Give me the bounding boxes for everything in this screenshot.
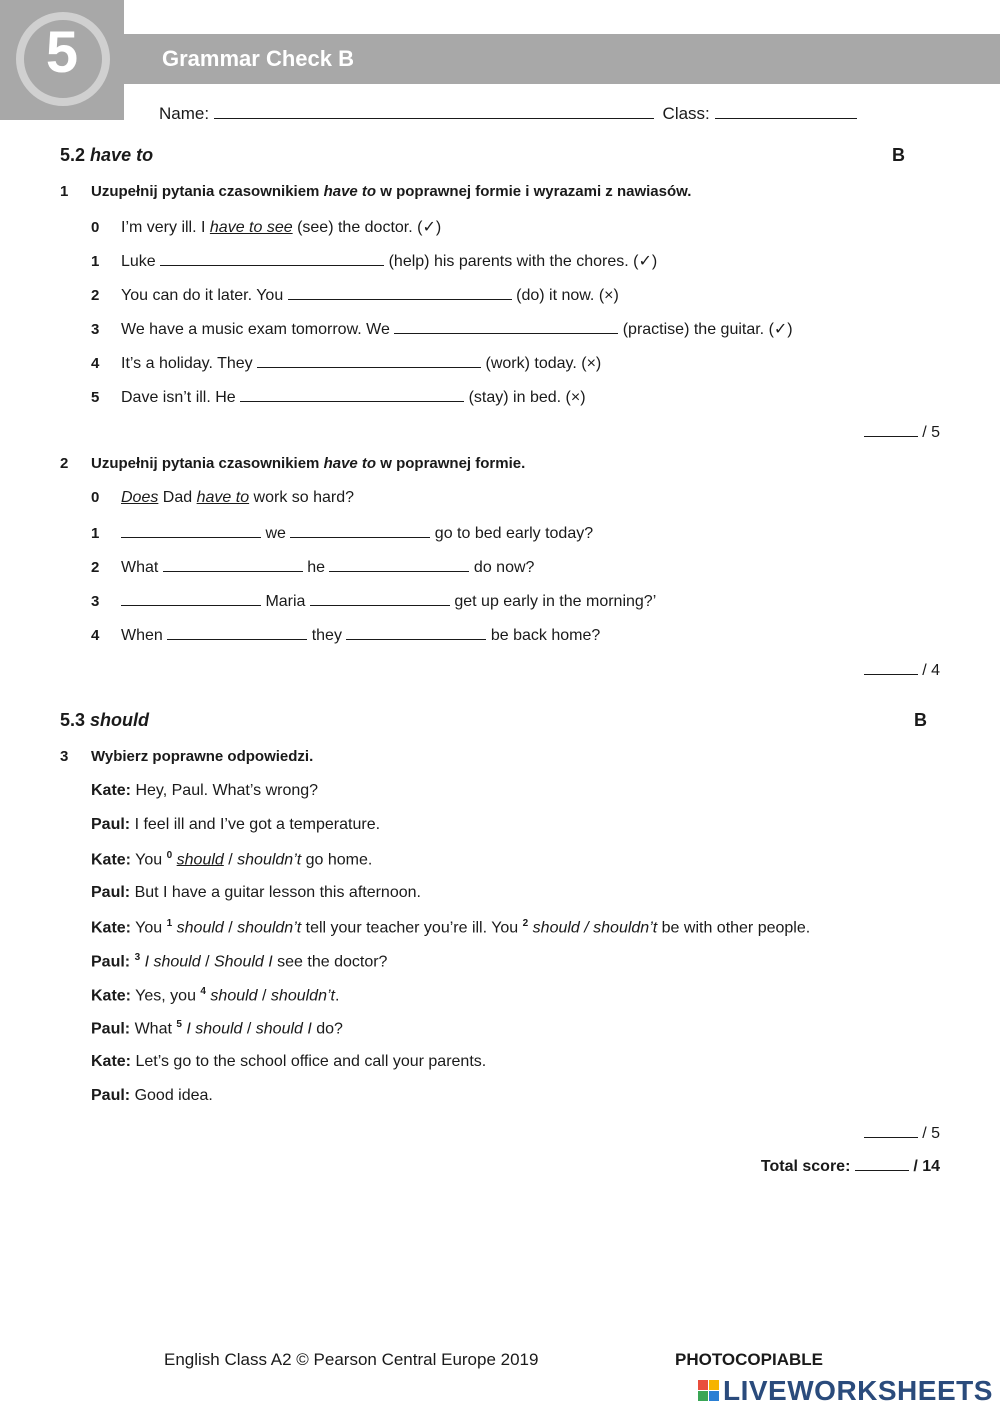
answer-blank[interactable] — [240, 387, 464, 402]
answer-blank[interactable] — [310, 591, 450, 606]
list-item: 2 You can do it later. You (do) it now. (×) — [91, 287, 619, 304]
score-blank[interactable] — [864, 1123, 918, 1138]
dialogue-line: Kate: You $^1$ should / shouldn’t tell your teacher you’re ill. You $^2$ should / shouldn’t be with other people. — [91, 918, 811, 937]
choice-option[interactable]: Should I — [213, 953, 273, 971]
liveworksheets-logo: LIVEWORKSHEETS — [698, 1375, 993, 1407]
score-blank[interactable] — [864, 422, 918, 437]
name-label: Name: — [159, 104, 210, 123]
list-item: 4 It’s a holiday. They (work) today. (×) — [91, 355, 602, 372]
answer-blank[interactable] — [290, 523, 430, 538]
dialogue-line: Paul: I feel ill and I’ve got a temperature. — [91, 816, 381, 833]
title-bar — [124, 34, 1000, 84]
answer-blank[interactable] — [394, 319, 618, 334]
unit-number: 5 — [45, 20, 79, 85]
exercise1-score: / 5 — [864, 422, 940, 442]
section-heading-should: 5.3 should — [60, 710, 150, 730]
total-score-blank[interactable] — [855, 1156, 909, 1171]
answer-blank[interactable] — [121, 523, 261, 538]
answer-blank[interactable] — [257, 353, 481, 368]
exercise2-score: / 4 — [864, 660, 940, 680]
choice-option[interactable]: shouldn’t — [270, 987, 335, 1005]
choice-option[interactable]: I should — [186, 1020, 243, 1038]
score-blank[interactable] — [864, 660, 918, 675]
answer-blank[interactable] — [329, 557, 469, 572]
dialogue-line: Kate: Hey, Paul. What’s wrong? — [91, 782, 319, 799]
list-item: 0 I’m very ill. I have to see (see) the doctor. (✓) — [91, 219, 442, 236]
exercise1-instruction: 1 Uzupełnij pytania czasownikiem have to w poprawnej formie i wyrazami z nawiasów. — [60, 183, 692, 200]
copyright-text: English Class A2 © Pearson Central Europe 2019 — [164, 1350, 539, 1369]
class-label: Class: — [662, 104, 710, 123]
dialogue-line: Paul: But I have a guitar lesson this afternoon. — [91, 884, 421, 901]
choice-option[interactable]: should — [176, 851, 224, 869]
example-answer: have to — [196, 489, 250, 506]
name-field[interactable] — [214, 102, 654, 119]
dialogue-line: Paul: What $^5$ I should / should I do? — [91, 1019, 343, 1038]
dialogue-line: Kate: Let’s go to the school office and call your parents. — [91, 1053, 487, 1070]
dialogue-line: Kate: You $^0$ should / shouldn’t go home. — [91, 850, 373, 869]
page-title: Grammar Check B — [162, 46, 354, 71]
list-item: 5 Dave isn’t ill. He (stay) in bed. (×) — [91, 389, 586, 406]
answer-blank[interactable] — [121, 591, 261, 606]
list-item: 3 We have a music exam tomorrow. We (practise) the guitar. (✓) — [91, 321, 793, 338]
version-badge: B — [914, 710, 927, 730]
choice-option[interactable]: should I — [255, 1020, 312, 1038]
choice-option[interactable]: shouldn’t — [237, 919, 302, 937]
logo-badge-icon — [698, 1380, 720, 1402]
section-heading-have-to: 5.2 have to — [60, 145, 154, 165]
photocopiable-label: PHOTOCOPIABLE — [675, 1350, 823, 1369]
example-answer: Does — [121, 489, 159, 506]
class-field[interactable] — [715, 102, 857, 119]
exercise3-score: / 5 — [864, 1123, 940, 1143]
list-item: 1 Luke (help) his parents with the chores. (✓) — [91, 253, 658, 270]
list-item: 2 What he do now? — [91, 559, 535, 576]
answer-blank[interactable] — [163, 557, 303, 572]
answer-blank[interactable] — [346, 625, 486, 640]
choice-option[interactable]: should — [210, 987, 258, 1005]
dialogue-line: Paul: Good idea. — [91, 1087, 213, 1104]
choice-option[interactable]: shouldn’t — [237, 851, 302, 869]
unit-badge — [0, 0, 124, 120]
list-item: 4 When they be back home? — [91, 627, 601, 644]
exercise3-instruction: 3 Wybierz poprawne odpowiedzi. — [60, 748, 314, 765]
list-item: 3 Maria get up early in the morning?’ — [91, 593, 657, 610]
answer-blank[interactable] — [167, 625, 307, 640]
total-score: Total score: / 14 — [760, 1158, 940, 1175]
exercise2-instruction: 2 Uzupełnij pytania czasownikiem have to w poprawnej formie. — [60, 455, 526, 472]
answer-blank[interactable] — [160, 251, 384, 266]
choice-option[interactable]: should / shouldn’t — [532, 919, 658, 937]
version-badge: B — [892, 145, 905, 165]
dialogue-line: Paul: $^3$ I should / Should I see the doctor? — [91, 952, 388, 971]
choice-option[interactable]: I should — [144, 953, 201, 971]
dialogue-line: Kate: Yes, you $^4$ should / shouldn’t. — [91, 986, 340, 1005]
choice-option[interactable]: should — [176, 919, 224, 937]
answer-blank[interactable] — [288, 285, 512, 300]
list-item: 0 Does Dad have to work so hard? — [91, 489, 355, 506]
example-answer: have to see — [209, 219, 293, 236]
list-item: 1 we go to bed early today? — [91, 525, 594, 542]
name-class-row — [159, 102, 857, 124]
